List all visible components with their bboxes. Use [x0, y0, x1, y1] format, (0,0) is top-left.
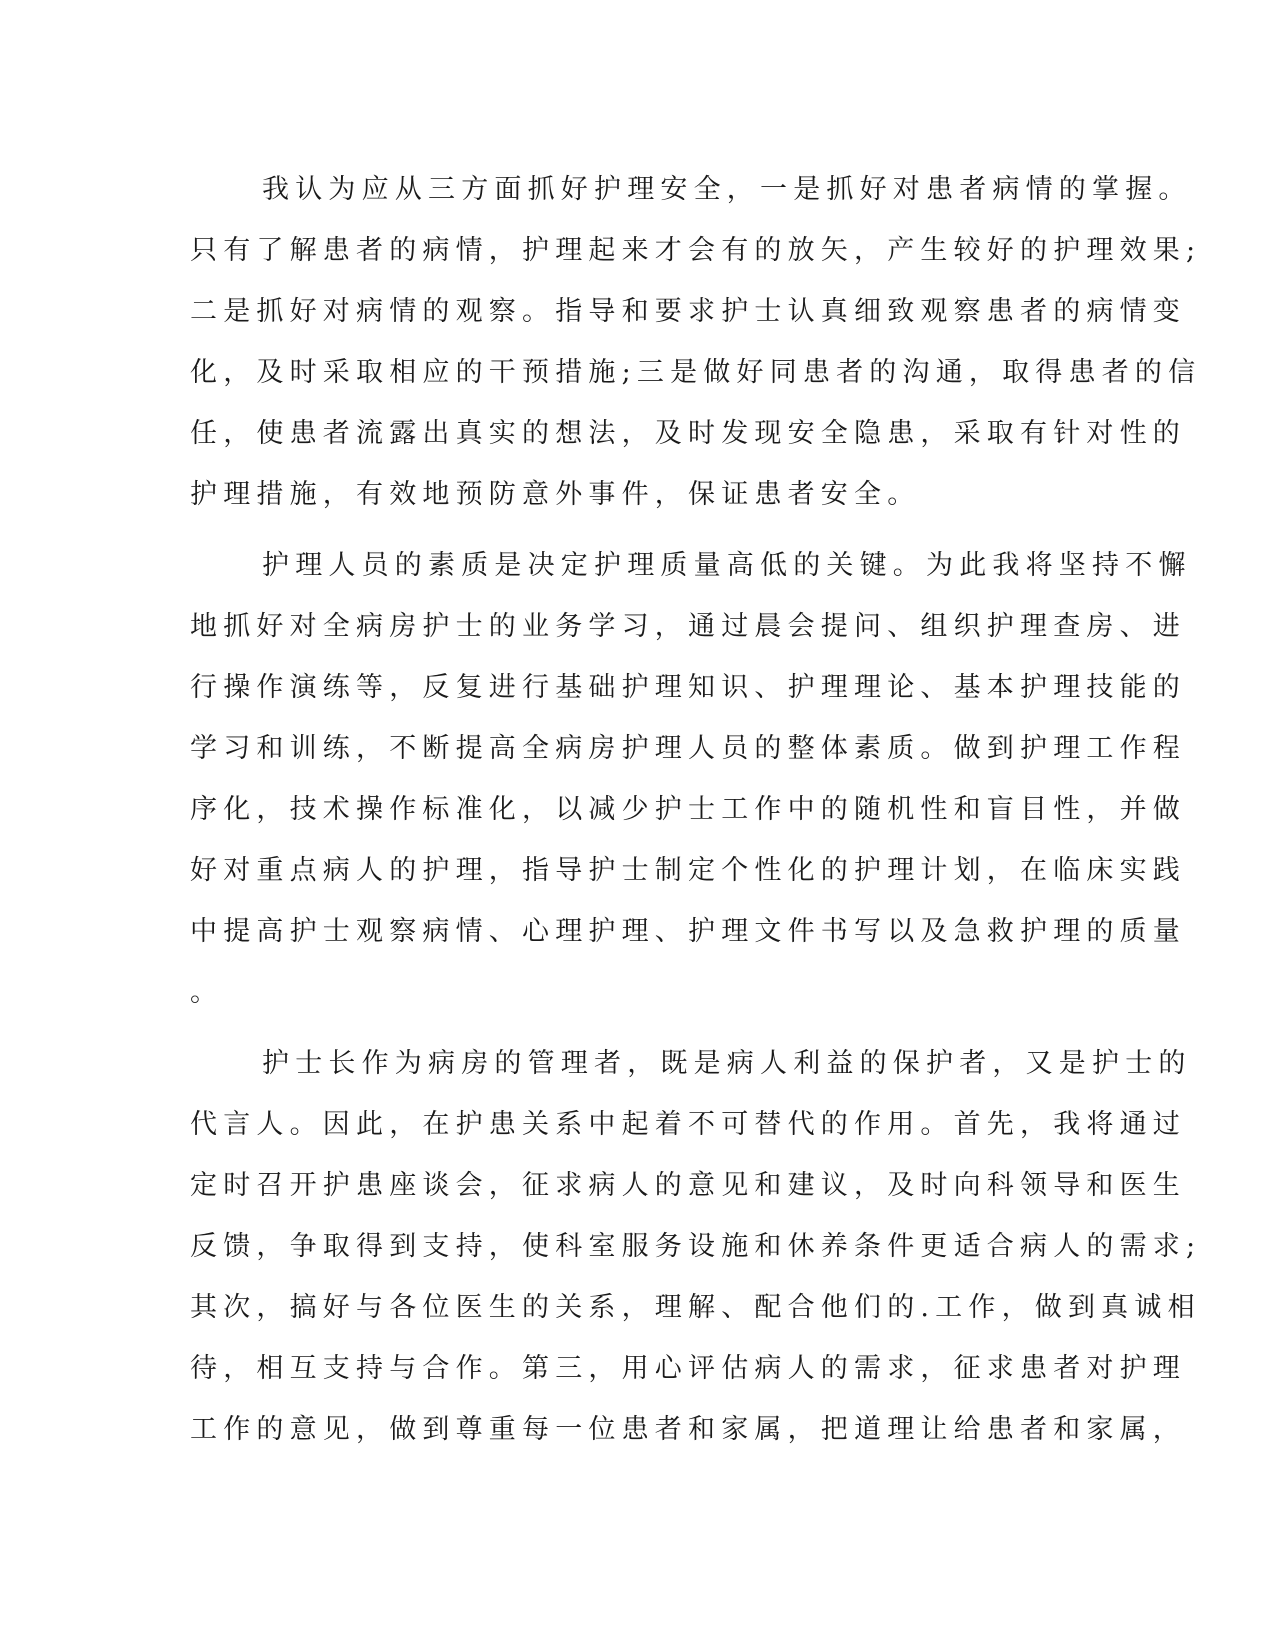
text-line: 护理人员的素质是决定护理质量高低的关键。为此我将坚持不懈 [262, 550, 1192, 581]
paragraph-nurse-patient-relations [190, 1033, 1202, 1460]
text-line: 只有了解患者的病情，护理起来才会有的放矢，产生较好的护理效果; [190, 235, 1202, 266]
text-line: 地抓好对全病房护士的业务学习，通过晨会提问、组织护理查房、进 [190, 611, 1186, 642]
text-line: 任，使患者流露出真实的想法，及时发现安全隐患，采取有针对性的 [190, 418, 1186, 449]
text-line: 化，及时采取相应的干预措施;三是做好同患者的沟通，取得患者的信 [190, 357, 1202, 388]
text-line: 护理措施，有效地预防意外事件，保证患者安全。 [190, 479, 921, 510]
paragraph-nursing-safety [190, 159, 1202, 525]
text-line: 工作的意见，做到尊重每一位患者和家属，把道理让给患者和家属， [190, 1414, 1186, 1445]
text-line: 序化，技术操作标准化，以减少护士工作中的随机性和盲目性，并做 [190, 794, 1186, 825]
paragraph-staff-quality [190, 535, 1192, 1023]
text-line: 行操作演练等，反复进行基础护理知识、护理理论、基本护理技能的 [190, 672, 1186, 703]
text-line: 护士长作为病房的管理者，既是病人利益的保护者，又是护士的 [262, 1048, 1192, 1079]
text-line: 其次，搞好与各位医生的关系，理解、配合他们的.工作，做到真诚相 [190, 1292, 1201, 1323]
text-line: 学习和训练，不断提高全病房护理人员的整体素质。做到护理工作程 [190, 733, 1186, 764]
text-line: 好对重点病人的护理，指导护士制定个性化的护理计划，在临床实践 [190, 855, 1186, 886]
text-line: 定时召开护患座谈会，征求病人的意见和建议，及时向科领导和医生 [190, 1170, 1186, 1201]
text-line: 。 [190, 977, 224, 1008]
text-line: 代言人。因此，在护患关系中起着不可替代的作用。首先，我将通过 [190, 1109, 1186, 1140]
text-line: 反馈，争取得到支持，使科室服务设施和休养条件更适合病人的需求; [190, 1231, 1202, 1262]
text-line: 二是抓好对病情的观察。指导和要求护士认真细致观察患者的病情变 [190, 296, 1186, 327]
text-line: 待，相互支持与合作。第三，用心评估病人的需求，征求患者对护理 [190, 1353, 1186, 1384]
text-line: 中提高护士观察病情、心理护理、护理文件书写以及急救护理的质量 [190, 916, 1186, 947]
text-line: 我认为应从三方面抓好护理安全，一是抓好对患者病情的掌握。 [262, 174, 1192, 205]
